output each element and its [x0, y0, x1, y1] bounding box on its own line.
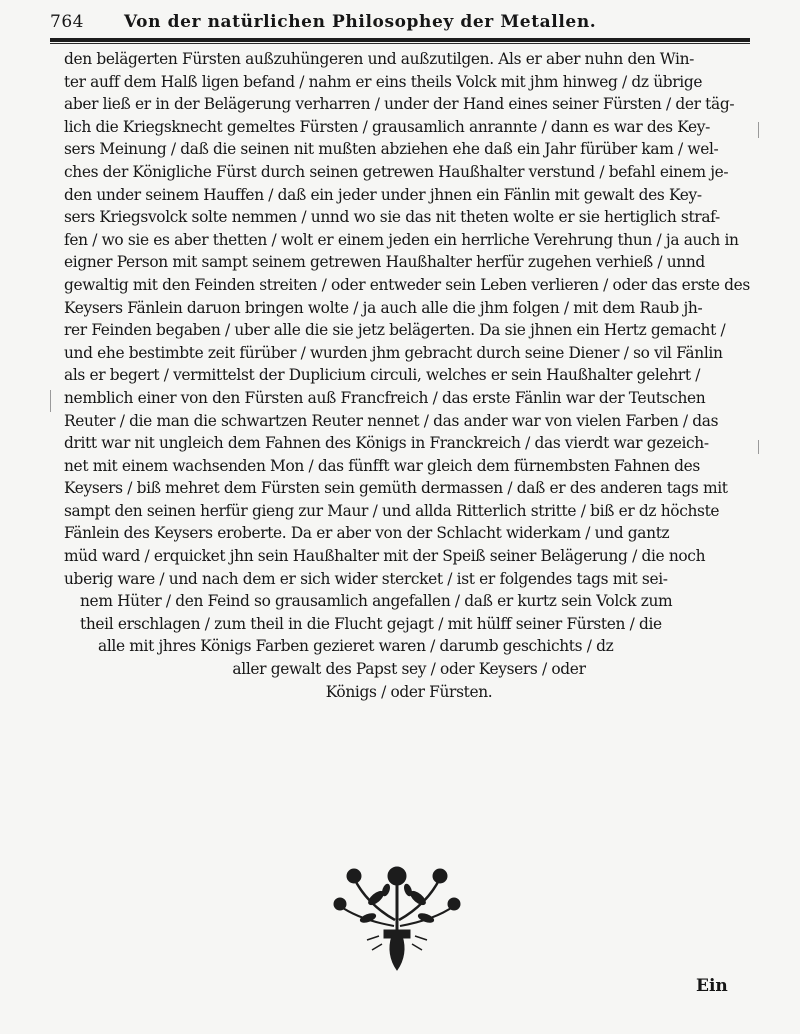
catchword: Ein — [696, 976, 728, 996]
text-line: und ehe bestimbte zeit fürüber / wurden jhm gebracht durch seine Diener / so vil Fänlin — [64, 343, 723, 362]
text-line: gewaltig mit den Feinden streiten / oder entweder sein Leben verlieren / oder das erste des — [64, 275, 750, 294]
text-line: dritt war nit ungleich dem Fahnen des Königs in Franckreich / das vierdt war gezeich- — [64, 434, 709, 453]
margin-mark — [758, 122, 759, 138]
header-rule-thick — [50, 38, 750, 42]
running-head: Von der natürlichen Philosophey der Metallen. — [123, 12, 597, 32]
text-line: aller gewalt des Papst sey / oder Keysers / oder — [232, 660, 586, 679]
page-header — [50, 12, 740, 38]
text-line: Fänlein des Keysers eroberte. Da er aber von der Schlacht widerkam / und gantz — [64, 524, 670, 543]
woodcut-tailpiece-icon — [332, 860, 462, 980]
text-line: Keysers / biß mehret dem Fürsten sein gemüth dermassen / daß er des anderen tags mit — [64, 479, 728, 498]
text-line: Reuter / die man die schwartzen Reuter nennet / das ander war von vielen Farben / das — [64, 411, 719, 430]
page-number: 764 — [50, 12, 84, 32]
text-line: aber ließ er in der Belägerung verharren / under der Hand eines seiner Fürsten / der täg- — [64, 95, 735, 114]
header-rule-thin — [50, 43, 750, 44]
margin-mark — [50, 390, 51, 412]
text-line: eigner Person mit sampt seinem getrewen Haußhalter herfür zugehen verhieß / unnd — [64, 253, 705, 272]
text-line: müd ward / erquicket jhn sein Haußhalter mit der Speiß seiner Belägerung / die noch — [64, 547, 706, 566]
text-line: sampt den seinen herfür gieng zur Maur / und allda Ritterlich stritte / biß er dz höchste — [64, 501, 720, 520]
text-line: uberig ware / und nach dem er sich wider stercket / ist er folgendes tags mit sei- — [64, 569, 668, 588]
text-line: als er begert / vermittelst der Duplicium circuli, welches er sein Haußhalter gelehrt / — [64, 366, 701, 385]
text-line: den under seinem Hauffen / daß ein jeder under jhnen ein Fänlin mit gewalt des Key- — [64, 185, 702, 204]
text-line: theil erschlagen / zum theil in die Flucht gejagt / mit hülff seiner Fürsten / die — [80, 614, 662, 633]
margin-mark — [758, 440, 759, 454]
text-line: alle mit jhres Königs Farben gezieret waren / darumb geschichts / dz — [98, 637, 614, 656]
text-line: nem Hüter / den Feind so grausamlich angefallen / daß er kurtz sein Volck zum — [80, 592, 673, 611]
text-line: ter auff dem Halß ligen befand / nahm er eins theils Volck mit jhm hinweg / dz übrige — [64, 72, 703, 91]
text-line: sers Meinung / daß die seinen nit mußten abziehen ehe daß ein Jahr fürüber kam / wel- — [64, 140, 719, 159]
text-line: net mit einem wachsenden Mon / das fünfft war gleich dem fürnembsten Fahnen des — [64, 456, 700, 475]
text-line: den belägerten Fürsten außzuhüngeren und außzutilgen. Als er aber nuhn den Win- — [64, 50, 694, 68]
text-line: lich die Kriegsknecht gemeltes Fürsten / grausamlich anrannte / dann es war des Key- — [64, 117, 710, 136]
text-line: fen / wo sie es aber thetten / wolt er einem jeden ein herrliche Verehrung thun / ja auch in — [64, 230, 739, 249]
text-line: ches der Königliche Fürst durch seinen getrewen Haußhalter verstund / befahl einem je- — [64, 162, 729, 181]
body-text — [64, 48, 754, 703]
text-line: rer Feinden begaben / uber alle die sie jetz belägerten. Da sie jhnen ein Hertz gemacht / — [64, 321, 726, 340]
text-line: sers Kriegsvolck solte nemmen / unnd wo sie das nit theten wolte er sie hertiglich straf- — [64, 208, 720, 227]
text-line: Königs / oder Fürsten. — [325, 682, 493, 701]
text-line: nemblich einer von den Fürsten auß Francfreich / das erste Fänlin war der Teutschen — [64, 388, 706, 407]
text-line: Keysers Fänlein daruon bringen wolte / ja auch alle die jhm folgen / mit dem Raub jh- — [64, 298, 703, 317]
